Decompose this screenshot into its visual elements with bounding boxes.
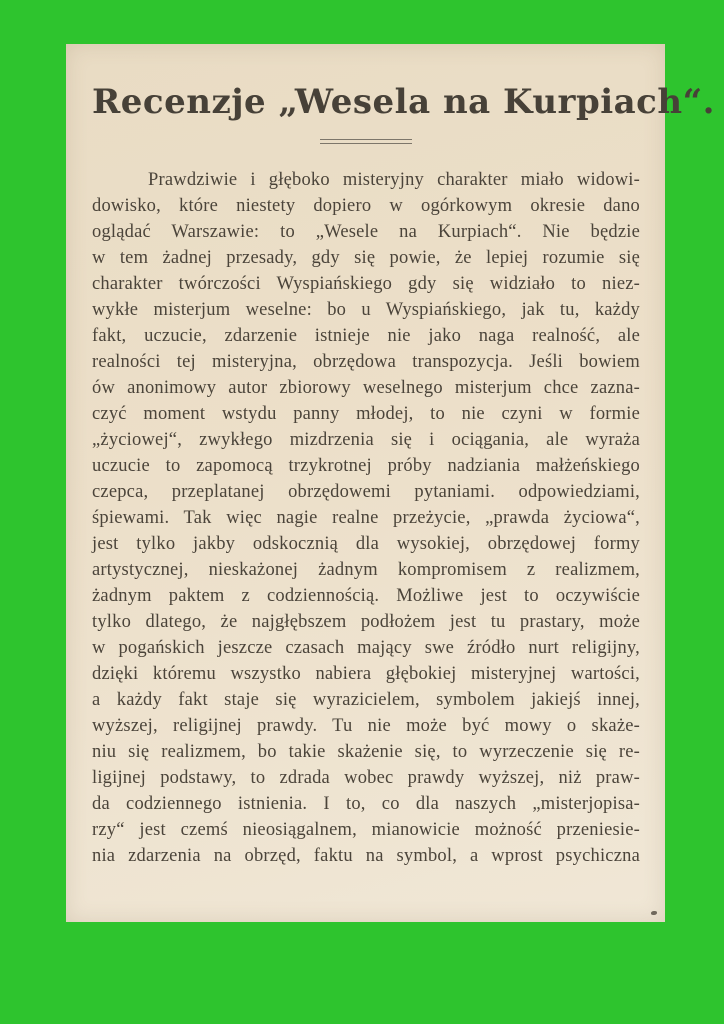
book-page <box>66 44 715 922</box>
text-line: rzy“ jest czemś nieosiągalnem, mianowicie możność przeniesie- <box>92 820 640 840</box>
text-line: charakter twórczości Wyspiańskiego gdy się widziało to niez- <box>92 274 640 294</box>
text-line: fakt, uczucie, zdarzenie istnieje nie jako naga realność, ale <box>92 326 640 346</box>
text-line: tylko dlatego, że najgłębszem podłożem jest tu prastary, może <box>92 612 640 632</box>
text-line: czyć moment wstydu panny młodej, to nie czyni w formie <box>92 404 640 424</box>
text-line: da codziennego istnienia. I to, co dla naszych „misterjopisa- <box>92 794 640 814</box>
text-line: realności tej misteryjna, obrzędowa transpozycja. Jeśli bowiem <box>92 352 640 372</box>
text-line: Prawdziwie i głęboko misteryjny charakter miało widowi- <box>148 170 640 190</box>
text-line: dowisko, które niestety dopiero w ogórkowym okresie dano <box>92 196 640 216</box>
body-text <box>92 167 640 869</box>
text-line: dzięki któremu wszystko nabiera głębokiej misteryjnej wartości, <box>92 664 640 684</box>
text-line: „życiowej“, zwykłego mizdrzenia się i ociągania, ale wyraża <box>92 430 640 450</box>
text-line: niu się realizmem, bo takie skażenie się, to wyrzeczenie się re- <box>92 742 640 762</box>
text-line: uczucie to zapomocą trzykrotnej próby nadziania małżeńskiego <box>92 456 640 476</box>
text-line: ów anonimowy autor zbiorowy weselnego misterjum chce zazna- <box>92 378 640 398</box>
text-line: wyższej, religijnej prawdy. Tu nie może być mowy o skaże- <box>92 716 640 736</box>
text-line: śpiewami. Tak więc nagie realne przeżycie, „prawda życiowa“, <box>92 508 640 528</box>
title-separator-rule <box>320 139 412 144</box>
ink-speck <box>651 911 657 915</box>
text-line: żadnym paktem z codziennością. Możliwe jest to oczywiście <box>92 586 640 606</box>
text-line: jest tylko jakby odskocznią dla wysokiej, obrzędowej formy <box>92 534 640 554</box>
text-line: w tem żadnej przesady, gdy się powie, że lepiej rozumie się <box>92 248 640 268</box>
page-title: Recenzje „Wesela na Kurpiach“. <box>92 82 715 122</box>
text-line: w pogańskich jeszcze czasach mający swe źródło nurt religijny, <box>92 638 640 658</box>
text-line: ligijnej podstawy, to zdrada wobec prawdy wyższej, niż praw- <box>92 768 640 788</box>
text-line: artystycznej, nieskażonej żadnym kompromisem z realizmem, <box>92 560 640 580</box>
text-line: wykłe misterjum weselne: bo u Wyspiańskiego, jak tu, każdy <box>92 300 640 320</box>
text-line: oglądać Warszawie: to „Wesele na Kurpiach“. Nie będzie <box>92 222 640 242</box>
text-line: nia zdarzenia na obrzęd, faktu na symbol, a wprost psychiczna <box>92 846 640 866</box>
page-content-area <box>92 44 715 922</box>
text-line: czepca, przeplatanej obrzędowemi pytaniami. odpowiedziami, <box>92 482 640 502</box>
text-line: a każdy fakt staje się wyrazicielem, symbolem jakiejś innej, <box>92 690 640 710</box>
